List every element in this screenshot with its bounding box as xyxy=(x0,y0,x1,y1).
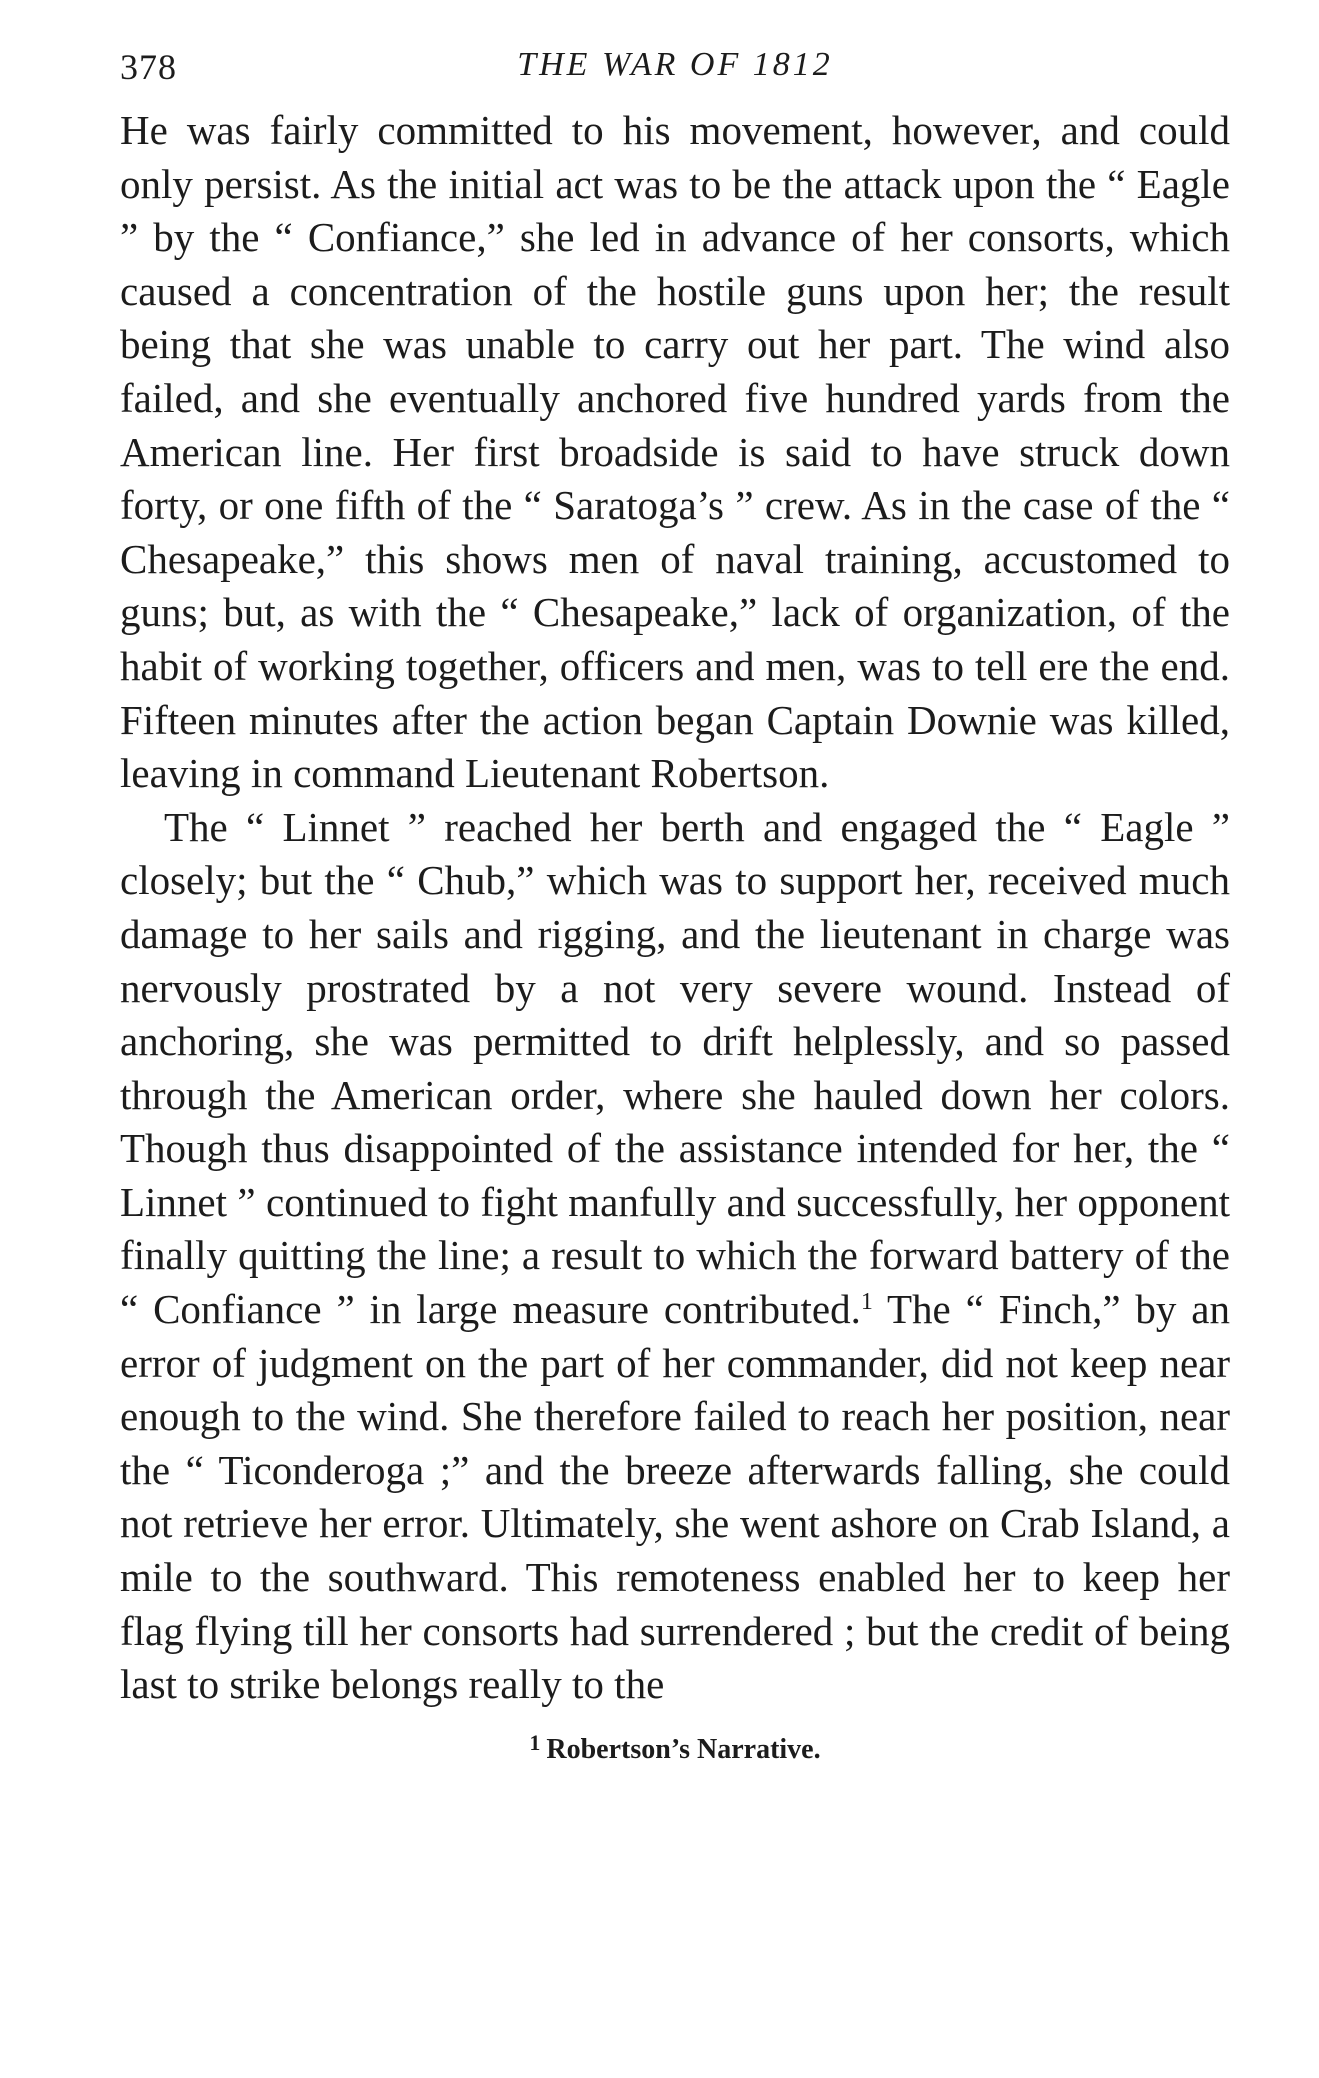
footnote-text: Robertson’s Narrative. xyxy=(546,1733,821,1765)
footnote-reference: 1 xyxy=(860,1289,873,1316)
body-text xyxy=(120,104,1230,1712)
running-title: THE WAR OF 1812 xyxy=(517,46,833,83)
paragraph-2 xyxy=(120,801,1230,1712)
page-number: 378 xyxy=(120,47,177,87)
footnote xyxy=(120,1730,1230,1766)
running-head xyxy=(120,40,1230,100)
footnote-marker: 1 xyxy=(529,1729,541,1755)
paragraph-2-continuation: The “ Finch,” by an error of judgment on the part of her commander, did not keep near enough to the wind. She therefore failed to reach her position, near the “ Ticonderoga ;” and the breeze afterwards falling, she could not retrieve her error. Ultimately, she went ashore on Crab Island, a mile to the southward. This remoteness enabled her to keep her flag flying till her consorts had surrendered ; but the credit of being last to strike belongs really to the xyxy=(120,1286,1231,1708)
paragraph-1: He was fairly committed to his movement, however, and could only persist. As the initial act was to be the attack upon the “ Eagle ” by the “ Confiance,” she led in advance of her consorts, which caused a concentration of the hostile guns upon her; the result being that she was unable to carry out her part. The wind also failed, and she eventually anchored five hundred yards from the American line. Her first broadside is said to have struck down forty, or one fifth of the “ Saratoga’s ” crew. As in the case of the “ Chesapeake,” this shows men of naval training, accustomed to guns; but, as with the “ Chesapeake,” lack of organization, of the habit of working together, officers and men, was to tell ere the end. Fifteen minutes after the action began Captain Downie was killed, leaving in command Lieutenant Robertson. xyxy=(120,107,1230,797)
paragraph-2-text: The “ Linnet ” reached her berth and engaged the “ Eagle ” closely; but the “ Chub,” which was to support her, received much damage to her sails and rigging, and the lieutenant in charge was nervously prostrated by a not very severe wound. Instead of anchoring, she was permitted to drift helplessly, and so passed through the American order, where she hauled down her colors. Though thus disappointed of the assistance intended for her, the “ Linnet ” continued to fight manfully and successfully, her opponent finally quitting the line; a result to which the forward battery of the “ Confiance ” in large measure contributed. xyxy=(120,803,1230,1333)
book-page xyxy=(120,40,1230,1766)
